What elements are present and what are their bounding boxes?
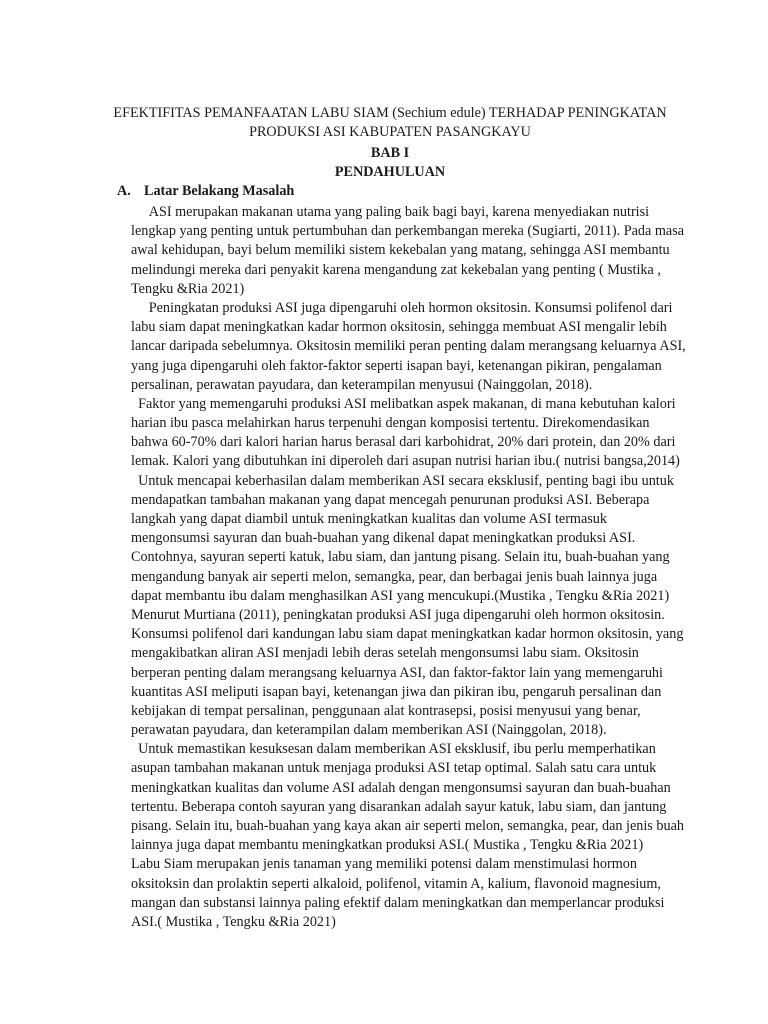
body-text-line: Menurut Murtiana (2011), peningkatan produksi ASI juga dipengaruhi oleh hormon oksitosin. <box>131 606 665 623</box>
body-text-line: Faktor yang memengaruhi produksi ASI melibatkan aspek makanan, di mana kebutuhan kalori <box>131 395 676 412</box>
body-text-line: perawatan payudara, dan keterampilan dalam memberikan ASI (Nainggolan, 2018). <box>131 722 607 739</box>
document-title-line-1: EFEKTIFITAS PEMANFAATAN LABU SIAM (Sechium edule) TERHADAP PENINGKATAN <box>113 105 667 121</box>
body-text-line: Konsumsi polifenol dari kandungan labu siam dapat meningkatkan kadar hormon oksitosin, yang <box>131 626 684 643</box>
body-text-line: lainnya juga dapat membantu meningkatkan produksi ASI.( Mustika , Tengku &Ria 2021) <box>131 837 644 854</box>
body-text-line: harian ibu pasca melahirkan harus terpenuhi dengan komposisi tertentu. Direkomendasikan <box>131 415 650 432</box>
body-text-line: meningkatkan kualitas dan volume ASI adalah dengan mengonsumsi sayuran dan buah-buahan <box>131 779 671 796</box>
body-text-line: berperan penting dalam merangsang keluarnya ASI, dan faktor-faktor lain yang memengaruhi <box>131 664 663 681</box>
body-text-line: mengonsumsi sayuran dan buah-buahan yang dikenal dapat meningkatkan produksi ASI. <box>131 530 636 547</box>
body-text-line: mangan dan substansi lainnya paling efektif dalam meningkatkan dan memperlancar produksi <box>131 894 665 911</box>
body-text-line: Labu Siam merupakan jenis tanaman yang memiliki potensi dalam menstimulasi hormon <box>131 856 637 873</box>
body-text-line: lemak. Kalori yang dibutuhkan ini diperoleh dari asupan nutrisi harian ibu.( nutrisi bangsa,2014) <box>131 453 680 470</box>
body-text-line: bahwa 60-70% dari kalori harian harus berasal dari karbohidrat, 20% dari protein, dan 20% dari <box>131 434 676 451</box>
body-text-line: pisang. Selain itu, buah-buahan yang kaya akan air seperti melon, semangka, pear, dan jenis buah <box>131 818 684 834</box>
body-text <box>131 203 686 932</box>
section-heading <box>117 182 294 201</box>
body-text-line: persalinan, perawatan payudara, dan keterampilan menyusui (Nainggolan, 2018). <box>131 376 593 393</box>
body-text-line: yang juga dipengaruhi oleh faktor-faktor seperti isapan bayi, ketenangan pikiran, pengalaman <box>131 357 662 374</box>
body-text-line: mengakibatkan aliran ASI menjadi lebih deras setelah mengonsumsi labu siam. Oksitosin <box>131 645 639 662</box>
body-text-line: Peningkatan produksi ASI juga dipengaruhi oleh hormon oksitosin. Konsumsi polifenol dari <box>131 299 673 316</box>
chapter-title: PENDAHULUAN <box>334 164 446 180</box>
body-text-line: lengkap yang penting untuk pertumbuhan dan perkembangan mereka (Sugiarti, 2011). Pada masa <box>131 223 685 240</box>
body-text-line: Contohnya, sayuran seperti katuk, labu siam, dan jantung pisang. Selain itu, buah-buahan yang <box>131 549 670 566</box>
body-text-line: Tengku &Ria 2021) <box>131 280 245 297</box>
body-text-line: lancar daripada sebelumnya. Oksitosin memiliki peran penting dalam merangsang keluarnya ASI, <box>131 338 686 355</box>
body-text-line: oksitoksin dan prolaktin seperti alkaloid, polifenol, vitamin A, kalium, flavonoid magnesium, <box>131 875 661 892</box>
section-title: Latar Belakang Masalah <box>144 183 295 199</box>
body-text-line: awal kehidupan, bayi belum memiliki sistem kekebalan yang matang, sehingga ASI membantu <box>131 242 670 259</box>
body-text-line: Untuk memastikan kesuksesan dalam memberikan ASI eksklusif, ibu perlu memperhatikan <box>131 741 656 758</box>
chapter-label: BAB I <box>370 145 410 161</box>
body-text-line: asupan tambahan makanan untuk menjaga produksi ASI tetap optimal. Salah satu cara untuk <box>131 760 657 777</box>
body-text-line: Untuk mencapai keberhasilan dalam memberikan ASI secara eksklusif, penting bagi ibu untuk <box>131 472 674 489</box>
body-text-line: labu siam dapat meningkatkan kadar hormon oksitosin, sehingga membuat ASI mengalir lebih <box>131 319 667 336</box>
body-text-line: dapat membantu ibu dalam menghasilkan ASI yang mencukupi.(Mustika , Tengku &Ria 2021) <box>131 587 670 604</box>
body-text-line: mendapatkan tambahan makanan yang dapat mencegah penurunan produksi ASI. Beberapa <box>131 491 650 508</box>
body-text-line: ASI merupakan makanan utama yang paling baik bagi bayi, karena menyediakan nutrisi <box>131 204 650 220</box>
body-text-line: melindungi mereka dari penyakit karena mengandung zat kekebalan yang penting ( Mustika , <box>131 261 661 278</box>
section-letter: A. <box>117 183 131 199</box>
body-text-line: ASI.( Mustika , Tengku &Ria 2021) <box>131 913 336 930</box>
body-text-line: mengandung banyak air seperti melon, semangka, pear, dan berbagai jenis buah lainnya juga <box>131 568 658 585</box>
body-text-line: tertentu. Beberapa contoh sayuran yang disarankan adalah sayur katuk, labu siam, dan jantung <box>131 798 667 815</box>
body-text-line: langkah yang dapat diambil untuk meningkatkan kualitas dan volume ASI termasuk <box>131 511 607 527</box>
body-text-line: kebijakan di tempat persalinan, penggunaan alat kontrasepsi, posisi menyusui yang benar, <box>131 702 641 719</box>
body-text-line: kuantitas ASI meliputi isapan bayi, ketenangan jiwa dan pikiran ibu, pengaruh persalinan dan <box>131 683 662 700</box>
document-title-line-2: PRODUKSI ASI KABUPATEN PASANGKAYU <box>249 124 531 140</box>
